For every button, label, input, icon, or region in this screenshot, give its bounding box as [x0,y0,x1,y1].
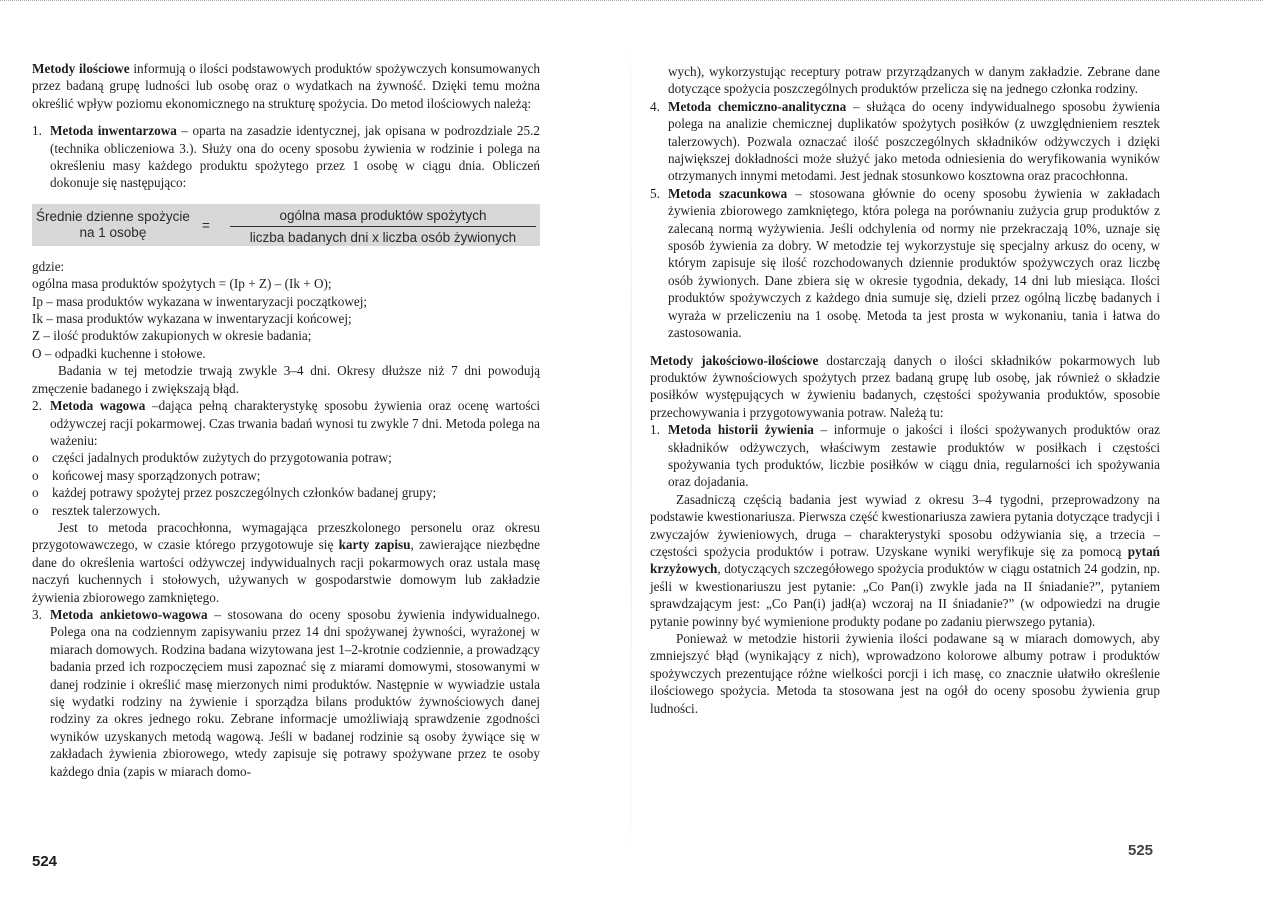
method-1 [32,122,540,192]
qualitative-paragraph [650,352,1160,422]
labor-text-b: , zawierające niezbędne dane do określenia wartości odżywczej indywidualnych racji pokarmowych oraz ustala masę naczyń kuchennych i stołowych, używanych w gospodarstwie domowym lub zakładzie żywienia zbiorowego zamkniętego. [32,537,541,605]
method-4-title: Metoda chemiczno-analityczna [668,98,847,114]
interview-paragraph [650,491,1160,630]
bullet-symbol: o [32,467,39,483]
right-page [650,63,1160,717]
method-1-text: – oparta na zasadzie identycznej, jak opisana w podrozdziale 25.2 (technika obliczeniowa 3.). Służy ona do oceny sposobu żywienia w rodzinie i polega na określeniu masy każdego produktu spożytego przez 1 osobę w ciągu dnia. Obliczeń dokonuje się następująco: [50,123,540,191]
definition-line: O – odpadki kuchenne i stołowe. [32,345,206,361]
bullet-item [32,502,540,519]
bullet-item [32,484,540,501]
method-2 [32,397,540,449]
labor-bold: karty zapisu [338,537,411,553]
formula-left-side [36,209,190,241]
album-paragraph: Ponieważ w metodzie historii żywienia ilości podawane są w miarach domowych, aby zmniejszyć błąd (wynikający z nich), wprowadzono kolorowe albumy potraw i produktów spożywczych prezentujące różne wielkości porcji i ich masę, co znacznie ułatwiło określenie ilościowego spożycia. Metoda ta stosowana jest na ogół do oceny sposobu żywienia grup ludności. [650,631,1160,716]
formula-denominator: liczba badanych dni x liczba osób żywionych [249,230,517,246]
method-2-text: –dająca pełną charakterystykę sposobu żywienia oraz ocenę wartości odżywczej racji pokarmowej. Czas trwania badań wynosi tu zwykle 7 dni. Metoda polega na ważeniu: [50,398,541,448]
duration-paragraph: Badania w tej metodzie trwają zwykle 3–4 dni. Okresy dłuższe niż 7 dni powodują zmęczenie badanego i zwiększają błąd. [32,363,540,396]
definition-line: Z – ilość produktów zakupionych w okresie badania; [32,328,312,344]
method-5 [650,185,1160,342]
method-3-number: 3. [32,606,42,622]
method-4-text: – służąca do oceny indywidualnego sposobu żywienia polega na analizie chemicznej duplikatów spożytych posiłków (z uwzględnieniem resztek talerzowych). Pozwala oznaczać ilość poszczególnych składników odżywczych i dzięki największej dokładności może służyć jako metoda odniesienia do weryfikowania wyników otrzymanych innymi metodami. Jest jednak stosunkowo kosztowna oraz pracochłonna. [668,98,1161,184]
method-2-number: 2. [32,398,42,414]
method-4 [650,98,1160,185]
interview-text-b: , dotyczących szczegółowego spożycia produktów w ciągu ostatnich 24 godzin, np. jeśli w kwestionariuszu jest pytanie: „Co Pan(i) zwykle jada na II śniadanie?”, pytaniem sprawdzającym jest: „Co Pan(i) jadł(a) wczoraj na II śniadanie?” (w odpowiedzi na drugie pytanie powinny być wymienione produkty podane po zadaniu pierwszego pytania). [650,561,1160,629]
method-5-number: 5. [650,185,660,201]
method-4-number: 4. [650,98,660,114]
definition-line: ogólna masa produktów spożytych = (Ip + Z) – (Ik + O); [32,276,332,292]
intro-paragraph [32,60,540,112]
bullet-item [32,467,540,484]
interview-text-a: Zasadniczą częścią badania jest wywiad z okresu 3–4 tygodni, przeprowadzony na podstawie kwestionariusza. Pierwsza część kwestionariusza zawiera pytania dotyczące tradycji i zwyczajów żywieniowych, druga – charakterystyki sposobu odżywiania się, a trzecia – częstości spożycia produktów i potraw. Uzyskane wyniki weryfikuje się za pomocą [650,491,1160,559]
intro-text: informują o ilości podstawowych produktów spożywczych konsumowanych przez badaną grupę ludności lub osobę oraz o wydatkach na żywność. Dzięki temu można określić wpływ poziomu ekonomicznego na strukturę spożycia. Do metod ilościowych należą: [32,61,540,111]
labor-text-a: Jest to metoda pracochłonna, wymagająca przeszkolonego personelu oraz okresu przygotowawczego, w czasie którego przygotowuje się [32,519,540,553]
bullet-item [32,449,540,466]
page-number-left: 524 [32,853,58,870]
history-method-title: Metoda historii żywienia [668,422,814,438]
formula-equals: = [202,217,210,233]
formula-left-line1: Średnie dzienne spożycie [36,208,190,224]
method-3-title: Metoda ankietowo-wagowa [50,606,208,622]
definition-line: Ip – masa produktów wykazana w inwentaryzacji początkowej; [32,293,368,309]
method-2-title: Metoda wagowa [50,398,146,414]
method-5-text: – stosowana głównie do oceny sposobu żywienia w zakładach żywienia zbiorowego zamkniętego, która polega na porównaniu zużycia grup produktów z zalecaną normą wyżywienia. Jeśli odchylenia od normy nie przekraczają 10%, uznaje się sposób żywienia za dobry. W metodzie tej wykorzystuje się specjalny arkusz do oceny, w którym zapisuje się ilość rozchodowanych dziennie produktów spożywczych oraz liczbę osób żywionych. Dane zbiera się w okresie tygodnia, dekady, 14 dni lub miesiąca. Ilości produktów spożywczych z każdego dnia sumuje się, dzieli przez ogólną liczbę badanych i wyraża w przeliczeniu na 1 osobę. Metoda ta jest prosta w wykonaniu, tania i łatwa do zastosowania. [668,185,1160,341]
continuation-text: wych), wykorzystując receptury potraw przyrządzanych w danym zakładzie. Zebrane dane dotyczące spożycia poszczególnych produktów przelicza się na jednego członka rodziny. [668,64,1160,97]
page-number-right: 525 [1128,842,1154,859]
qualitative-text: dostarczają danych o ilości składników pokarmowych lub produktów żywnościowych spożytych przez badaną grupę lub osobę, jak również o składzie posiłków występujących w żywieniu badanych, częstości spożywania produktów, sposobie przechowywania i przygotowywania potraw. Należą tu: [650,352,1161,420]
method-5-title: Metoda szacunkowa [668,185,788,201]
bullet-text: każdej potrawy spożytej przez poszczególnych członków badanej grupy; [52,485,437,501]
book-gutter [630,0,632,899]
labor-paragraph [32,519,540,606]
bullet-text: resztek talerzowych. [52,502,161,518]
definition-line: Ik – masa produktów wykazana w inwentaryzacji końcowej; [32,311,352,327]
method-1-number: 1. [32,123,42,139]
method-3-text: – stosowana do oceny sposobu żywienia indywidualnego. Polega ona na codziennym zapisywaniu przez 14 dni spożywanej żywności, wyrażonej w miarach domowych. Rodzina badana wizytowana jest 1–2-krotnie codziennie, a prowadzący badania przed ich rozpoczęciem musi zapoznać się z miarami domowymi, stosowanymi w danej rodzinie i określić masę mierzonych nimi produktów. Następnie w wywiadzie ustala się wydatki rodziny na żywienie i sporządza bilans produktów żywnościowych danej rodziny za okres jednego roku. Zebrane informacje umożliwiają sprawdzenie zgodności wyników uzyskanych metodą wagową. Jeśli w badanej rodzinie są osoby żywiące się w zakładach żywienia zbiorowego, wtedy zapisuje się potrawy spożywane przez te osoby każdego dnia (zapis w miarach domo- [50,606,540,779]
history-method-number: 1. [650,422,660,438]
formula-numerator: ogólna masa produktów spożytych [230,207,536,227]
intro-heading: Metody ilościowe [32,61,130,76]
bullet-text: części jadalnych produktów zużytych do przygotowania potraw; [52,450,392,466]
formula-box [32,204,540,246]
bullet-symbol: o [32,450,39,466]
bullet-symbol: o [32,485,39,501]
bullet-text: końcowej masy sporządzonych potraw; [52,467,261,483]
method-1-title: Metoda inwentarzowa [50,123,177,139]
left-page [32,60,540,780]
bullet-symbol: o [32,502,39,518]
definition-line: gdzie: [32,258,65,274]
history-method-text: – informuje o jakości i ilości spożywanych produktów oraz składników odżywczych, właściwym zestawie produktów w posiłkach i częstości spożywania tych produktów, liczbie posiłków w ciągu dnia, regularności ich spożywania oraz dojadania. [668,422,1161,490]
definitions-list [32,258,540,362]
method-3 [32,606,540,780]
interview-bold: pytań krzyżowych [650,543,1160,577]
formula-left-line2: na 1 osobę [79,224,147,240]
formula-fraction [230,207,536,247]
history-method [650,421,1160,491]
qualitative-heading: Metody jakościowo-ilościowe [650,352,819,368]
